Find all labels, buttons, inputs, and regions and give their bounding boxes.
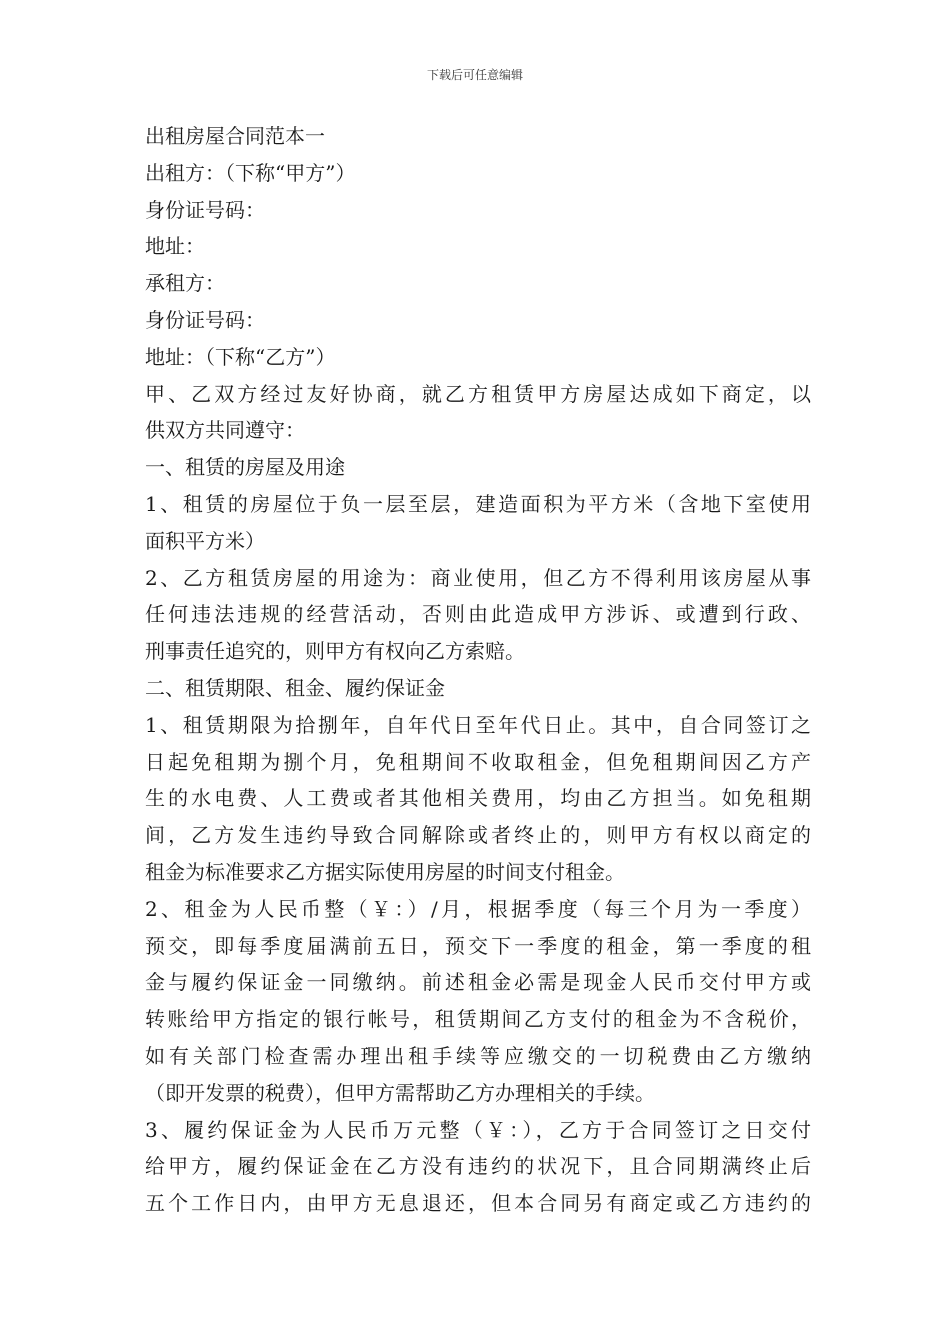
clause-line: 间，乙方发生违约导致合同解除或者终止的，则甲方有权以商定的 <box>145 823 811 848</box>
page-header-note: 下载后可任意编辑 <box>426 68 523 82</box>
lessor-address-line: 地址： <box>145 234 205 259</box>
clause-line: 日起免租期为捌个月，免租期间不收取租金，但免租期间因乙方产 <box>145 749 811 774</box>
clause-line: 刑事责任追究的，则甲方有权向乙方索赔。 <box>145 639 525 664</box>
clause-line: （即开发票的税费），但甲方需帮助乙方办理相关的手续。 <box>145 1080 655 1105</box>
clause-line: 转账给甲方指定的银行帐号，租赁期间乙方支付的租金为不含税价， <box>145 1007 811 1032</box>
clause-line: 1、租赁的房屋位于负一层至层，建造面积为平方米（含地下室使用 <box>145 491 811 516</box>
document-body <box>145 118 811 1222</box>
clause-line: 金与履约保证金一同缴纳。前述租金必需是现金人民币交付甲方或 <box>145 970 811 995</box>
clause-line: 给甲方，履约保证金在乙方没有违约的状况下，且合同期满终止后 <box>145 1154 811 1179</box>
clause-line: 生的水电费、人工费或者其他相关费用，均由乙方担当。如免租期 <box>145 786 811 811</box>
document-title: 出租房屋合同范本一 <box>145 124 325 148</box>
clause-line: 2、乙方租赁房屋的用途为：商业使用，但乙方不得利用该房屋从事 <box>145 565 811 590</box>
clause-line: 租金为标准要求乙方据实际使用房屋的时间支付租金。 <box>145 859 625 884</box>
lessor-line: 出租方：（下称“甲方”） <box>145 160 356 185</box>
clause-line: 1、租赁期限为拾捌年，自年代日至年代日止。其中，自合同签订之 <box>145 712 811 737</box>
lessor-id-line: 身份证号码： <box>145 197 265 222</box>
lessee-id-line: 身份证号码： <box>145 307 265 332</box>
section-heading: 一、租赁的房屋及用途 <box>145 455 345 480</box>
lessee-line: 承租方： <box>145 271 225 296</box>
clause-line: 面积平方米） <box>145 528 265 553</box>
clause-line: 任何违法违规的经营活动，否则由此造成甲方涉诉、或遭到行政、 <box>145 602 811 627</box>
lessee-address-line: 地址：（下称“乙方”） <box>145 344 336 369</box>
clause-line: 如有关部门检查需办理出租手续等应缴交的一切税费由乙方缴纳 <box>145 1043 811 1068</box>
preamble-line: 供双方共同遵守： <box>145 418 305 443</box>
clause-line: 预交，即每季度届满前五日，预交下一季度的租金，第一季度的租 <box>145 933 811 958</box>
clause-line: 2、租金为人民币整（￥：）/月，根据季度（每三个月为一季度） <box>145 896 811 921</box>
clause-line: 五个工作日内，由甲方无息退还，但本合同另有商定或乙方违约的 <box>145 1191 811 1216</box>
clause-line: 3、履约保证金为人民币万元整（￥：），乙方于合同签订之日交付 <box>145 1117 811 1142</box>
preamble-line: 甲、乙双方经过友好协商，就乙方租赁甲方房屋达成如下商定，以 <box>145 381 811 406</box>
section-heading: 二、租赁期限、租金、履约保证金 <box>145 675 445 700</box>
